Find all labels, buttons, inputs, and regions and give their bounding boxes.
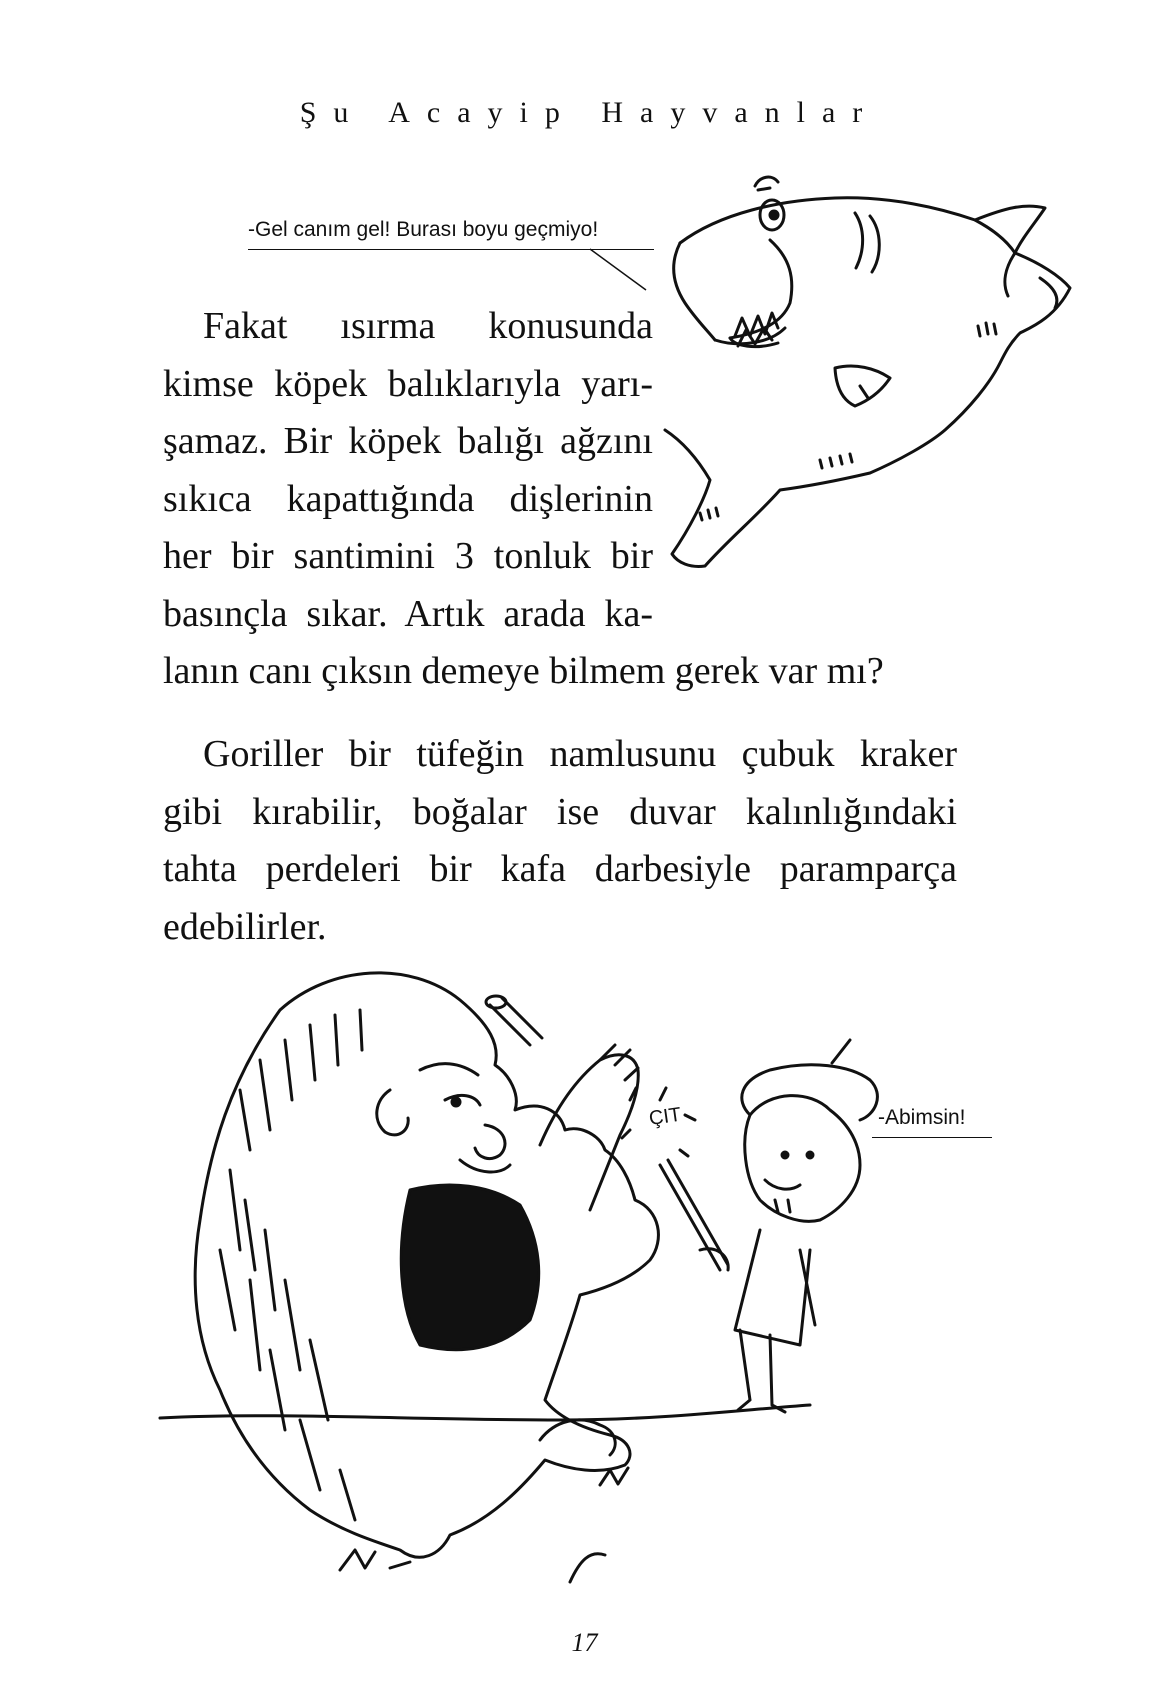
running-head: Şu Acayip Hayvanlar bbox=[299, 96, 880, 129]
paragraph-2-line: tahta perdeleri bir kafa darbesiyle paramparça bbox=[163, 848, 957, 890]
boy-caption-underline bbox=[872, 1137, 992, 1138]
paragraph-1-line: kimse köpek balıklarıyla yarı- bbox=[163, 362, 653, 405]
paragraph-1 bbox=[163, 298, 884, 701]
paragraph-2-line: gibi kırabilir, boğalar ise duvar kalınlığındaki bbox=[163, 790, 957, 833]
boy-caption: -Abimsin! bbox=[878, 1106, 966, 1129]
paragraph-2-line: edebilirler. bbox=[163, 905, 327, 948]
page-number: 17 bbox=[571, 1628, 598, 1657]
shark-caption: -Gel canım gel! Burası boyu geçmiyo! bbox=[248, 218, 599, 241]
paragraph-1-line: sıkıca kapattığında dişlerinin bbox=[163, 477, 653, 520]
paragraph-2 bbox=[163, 726, 957, 956]
boy-icon bbox=[745, 1096, 860, 1222]
paragraph-1-line: basınçla sıkar. Artık arada ka- bbox=[163, 592, 653, 635]
gorilla-scene-illustration bbox=[160, 950, 1020, 1610]
paragraph-1-line: her bir santimini 3 tonluk bir bbox=[163, 535, 653, 577]
shark-illustration bbox=[660, 168, 1150, 588]
paragraph-1-line: lanın canı çıksın demeye bilmem gerek var mı? bbox=[163, 650, 884, 692]
paragraph-1-line: şamaz. Bir köpek balığı ağzını bbox=[163, 420, 653, 462]
sound-effect: ÇIT bbox=[647, 1103, 683, 1130]
paragraph-2-line: Goriller bir tüfeğin namlusunu çubuk kraker bbox=[203, 733, 957, 775]
paragraph-1-line: Fakat ısırma konusunda bbox=[203, 305, 653, 347]
